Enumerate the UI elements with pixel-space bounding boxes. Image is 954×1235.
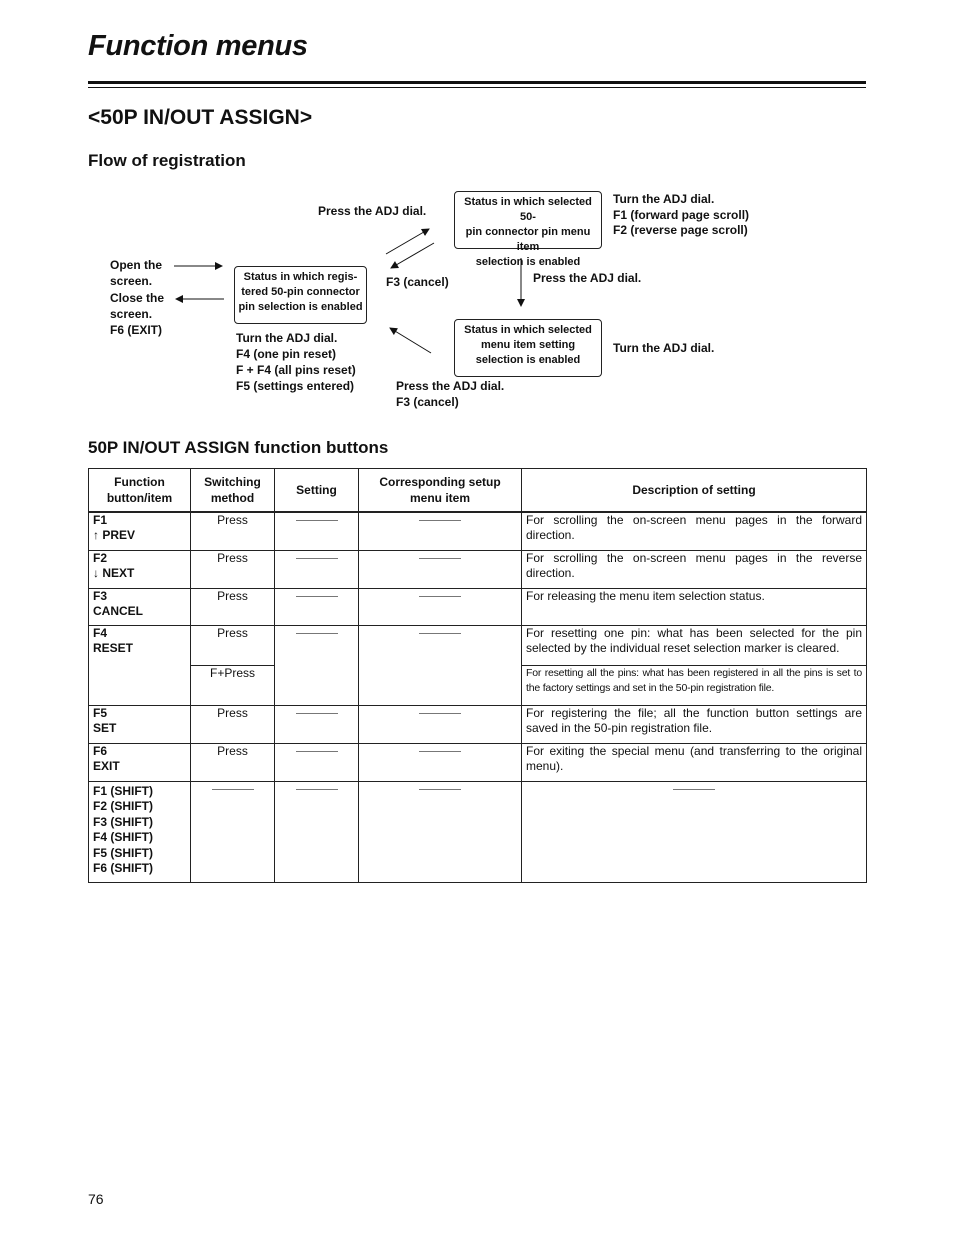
label-close-screen: Close the screen. F6 (EXIT): [110, 291, 165, 337]
cell-function: F4 RESET: [89, 625, 191, 705]
box-registered-status: [234, 266, 367, 324]
cell-setting: [275, 512, 359, 550]
page-title: Function menus: [88, 30, 308, 62]
label-f3-cancel: F3 (cancel): [386, 275, 449, 289]
cell-description: For scrolling the on-screen menu pages in the forward direction.: [522, 512, 867, 550]
cell-function: F1 ↑ PREV: [89, 512, 191, 550]
cell-function: F1 (SHIFT) F2 (SHIFT) F3 (SHIFT) F4 (SHIFT) F5 (SHIFT) F6 (SHIFT): [89, 781, 191, 882]
box-menu-setting-status: [454, 319, 602, 377]
box-pin-menu-status: [454, 191, 602, 268]
cell-method: Press: [191, 550, 275, 588]
cell-setup-menu: [359, 781, 522, 882]
empty-dash: [419, 789, 461, 790]
table-row: [89, 781, 867, 882]
cell-function: F6 EXIT: [89, 743, 191, 781]
label-turn-adj-right: Turn the ADJ dial.: [613, 341, 715, 355]
empty-dash: [296, 789, 338, 790]
cell-description: For releasing the menu item selection status.: [522, 588, 867, 625]
cell-description: For registering the file; all the function button settings are saved in the 50-pin registration file.: [522, 705, 867, 743]
table-row: [89, 550, 867, 588]
cell-description: For scrolling the on-screen menu pages in the reverse direction.: [522, 550, 867, 588]
cell-setting: [275, 625, 359, 705]
empty-dash: [296, 520, 338, 521]
flow-title: Flow of registration: [88, 151, 246, 170]
empty-dash: [212, 789, 254, 790]
box-registered-text: Status in which regis- tered 50-pin connector pin selection is enabled: [238, 271, 363, 313]
cell-description: [522, 781, 867, 882]
label-turn-adj-top: Turn the ADJ dial. F1 (forward page scroll) F2 (reverse page scroll): [613, 192, 750, 237]
header-switching: Switching method: [191, 469, 275, 513]
cell-setup-menu: [359, 550, 522, 588]
cell-method: Press: [191, 705, 275, 743]
header-setting: Setting: [275, 469, 359, 513]
label-press-adj-bottom: Press the ADJ dial. F3 (cancel): [396, 379, 505, 409]
cell-method: Press: [191, 588, 275, 625]
table-row: [89, 512, 867, 550]
label-turn-adj-left: Turn the ADJ dial. F4 (one pin reset) F + F4 (all pins reset) F5 (settings entered): [236, 331, 356, 393]
cell-setting: [275, 743, 359, 781]
header-description: Description of setting: [522, 469, 867, 513]
cell-description: For resetting one pin: what has been selected for the pin selected by the individual reset selection marker is cleared.: [522, 625, 867, 665]
cell-setting: [275, 588, 359, 625]
cell-setup-menu: [359, 512, 522, 550]
cell-function: F2 ↓ NEXT: [89, 550, 191, 588]
table-row: [89, 625, 867, 665]
empty-dash: [419, 520, 461, 521]
header-setup-menu: Corresponding setup menu item: [359, 469, 522, 513]
cell-function: F5 SET: [89, 705, 191, 743]
cell-setup-menu: [359, 705, 522, 743]
cell-setting: [275, 781, 359, 882]
empty-dash: [296, 713, 338, 714]
table-row: [89, 705, 867, 743]
arrow-to-pin-menu: [386, 229, 429, 254]
cell-setup-menu: [359, 625, 522, 705]
empty-dash: [419, 751, 461, 752]
empty-dash: [419, 633, 461, 634]
empty-dash: [419, 558, 461, 559]
empty-dash: [419, 713, 461, 714]
empty-dash: [296, 596, 338, 597]
label-press-adj-right: Press the ADJ dial.: [533, 271, 642, 285]
cell-description: For exiting the special menu (and transferring to the original menu).: [522, 743, 867, 781]
label-press-adj-top: Press the ADJ dial.: [318, 204, 427, 218]
cell-method: Press: [191, 625, 275, 665]
cell-setting: [275, 550, 359, 588]
page-number: 76: [88, 1191, 104, 1207]
cell-description: For resetting all the pins: what has been registered in all the pins is set to the factory settings and set in the 50-pin registration file.: [522, 665, 867, 705]
empty-dash: [296, 751, 338, 752]
function-buttons-table: [88, 468, 867, 883]
table-row: [89, 588, 867, 625]
empty-dash: [673, 789, 715, 790]
cell-setup-menu: [359, 588, 522, 625]
cell-method: Press: [191, 512, 275, 550]
cell-setup-menu: [359, 743, 522, 781]
cell-method: Press: [191, 743, 275, 781]
arrow-return: [390, 328, 431, 353]
empty-dash: [419, 596, 461, 597]
empty-dash: [296, 558, 338, 559]
arrow-cancel-back: [391, 243, 434, 268]
section-title: <50P IN/OUT ASSIGN>: [88, 106, 313, 129]
box-menu-setting-text: Status in which selected menu item setting selection is enabled: [464, 324, 592, 366]
buttons-title: 50P IN/OUT ASSIGN function buttons: [88, 438, 389, 457]
table-header-row: [89, 469, 867, 513]
cell-method: F+Press: [191, 665, 275, 705]
cell-setting: [275, 705, 359, 743]
label-open-screen: Open the screen.: [110, 258, 163, 288]
table-row: [89, 743, 867, 781]
cell-function: F3 CANCEL: [89, 588, 191, 625]
cell-method: [191, 781, 275, 882]
empty-dash: [296, 633, 338, 634]
header-function: Function button/item: [89, 469, 191, 513]
box-pin-menu-text: Status in which selected 50- pin connector pin menu item selection is enabled: [464, 196, 592, 268]
